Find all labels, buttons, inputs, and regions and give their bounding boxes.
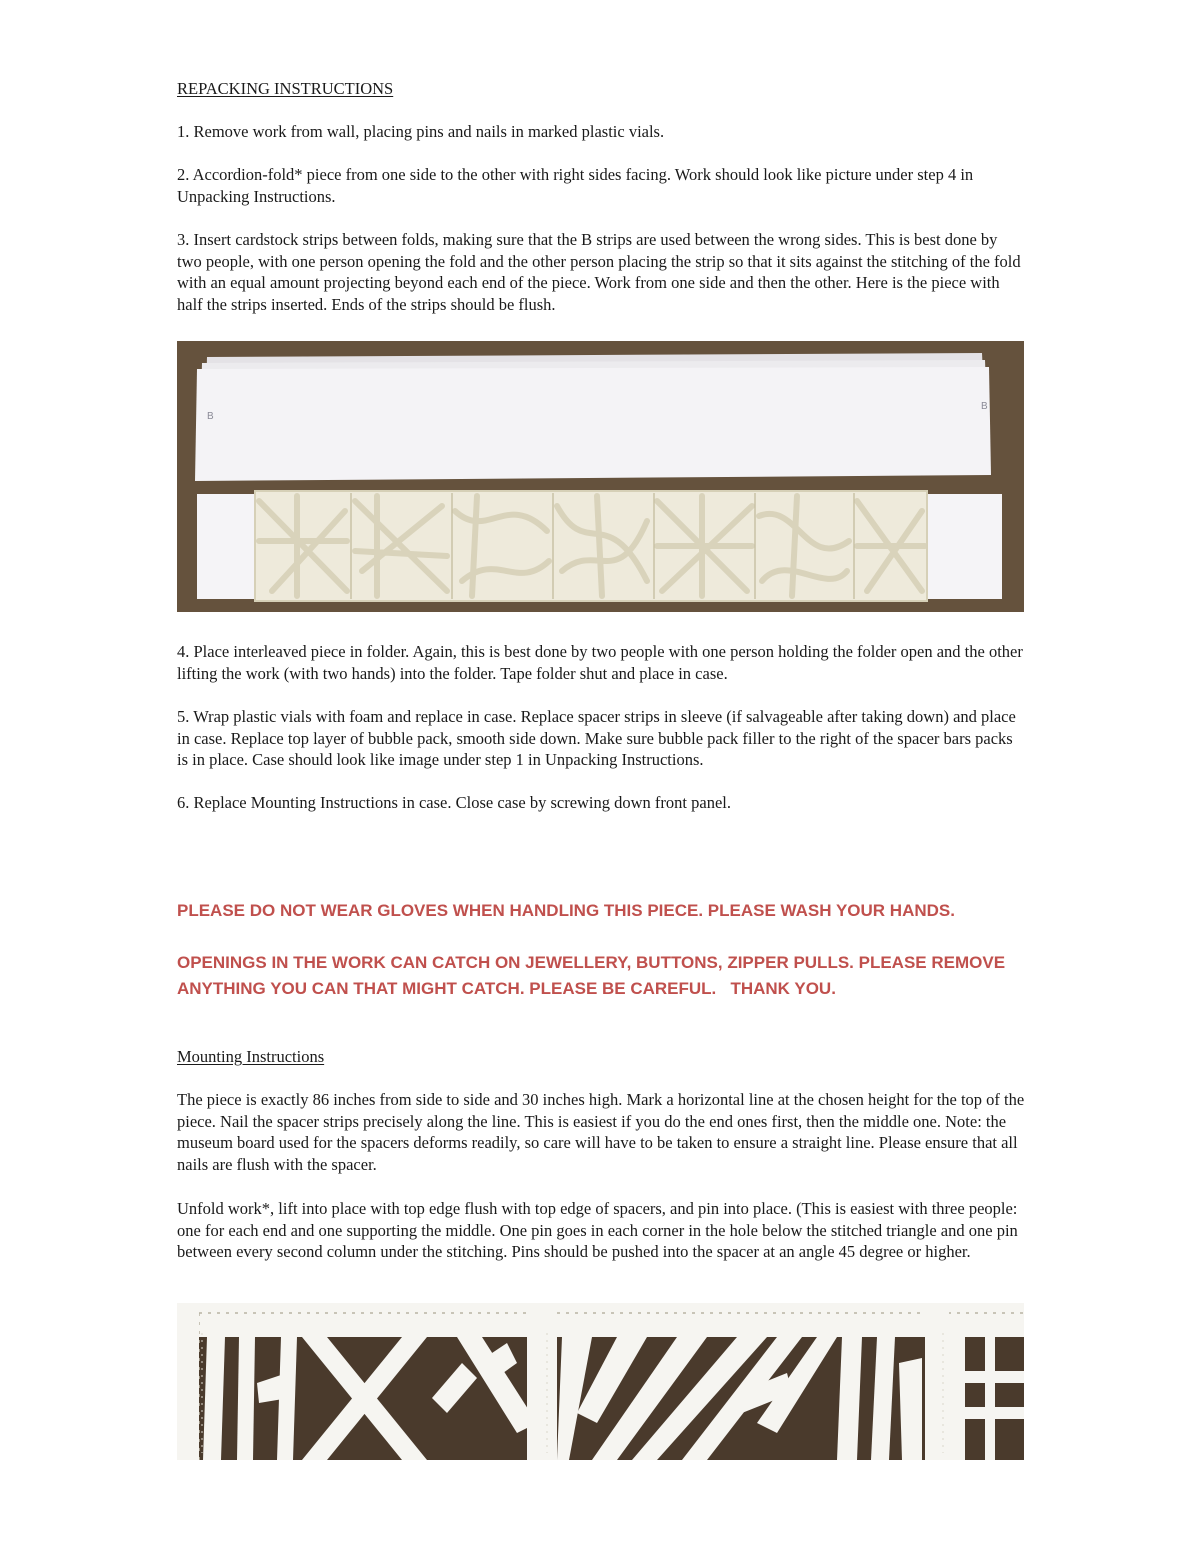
repacking-step-3: 3. Insert cardstock strips between folds, making sure that the B strips are used between the wrong sides. This is best done by two people, with one person opening the fold and the other person placing the strip so that it sits against the stitching of the fold with an equal amount projecting beyond each end of the piece. Work from one side and then the other. Here is the piece with half the strips inserted. Ends of the strips should be flush. <box>177 230 1021 314</box>
repacking-step-5: 5. Wrap plastic vials with foam and replace in case. Replace spacer strips in sleeve (if salvageable after taking down) and place in case. Replace top layer of bubble pack, smooth side down. Make sure bubble pack filler to the right of the spacer bars packs is in place. Case should look like image under step 1 in Unpacking Instructions. <box>177 707 1016 770</box>
catch-warning: OPENINGS IN THE WORK CAN CATCH ON JEWELLERY, BUTTONS, ZIPPER PULLS. PLEASE REMOVE ANYTHING YOU CAN THAT MIGHT CATCH. PLEASE BE CAREFUL. THANK YOU. <box>177 953 1010 998</box>
mounting-title: Mounting Instructions <box>177 1047 325 1066</box>
mounted-work-closeup-photo <box>177 1303 1024 1460</box>
interleaved-piece-image <box>177 341 1024 612</box>
repacking-title: REPACKING INSTRUCTIONS <box>177 79 394 98</box>
repacking-step-1: 1. Remove work from wall, placing pins and nails in marked plastic vials. <box>177 122 665 141</box>
mounting-paragraph-2: Unfold work*, lift into place with top edge flush with top edge of spacers, and pin into place. (This is easiest with three people: one for each end and one supporting the middle. One pin goes in each corner in the hole below the stitched triangle and one pin between every second column under the stitching. Pins should be pushed into the spacer at an angle 45 degree or higher. <box>177 1199 1018 1262</box>
repacking-step-2: 2. Accordion-fold* piece from one side to the other with right sides facing. Work should look like picture under step 4 in Unpacking Instructions. <box>177 165 974 206</box>
interleaved-piece-photo <box>177 341 1024 612</box>
repacking-step-4: 4. Place interleaved piece in folder. Again, this is best done by two people with one person holding the folder open and the other lifting the work (with two hands) into the folder. Tape folder shut and place in case. <box>177 642 1023 683</box>
strip-label-right: B <box>981 401 988 412</box>
repacking-step-6: 6. Replace Mounting Instructions in case. Close case by screwing down front panel. <box>177 793 731 812</box>
gloves-warning: PLEASE DO NOT WEAR GLOVES WHEN HANDLING THIS PIECE. PLEASE WASH YOUR HANDS. <box>177 901 955 920</box>
mounted-work-closeup-image <box>177 1303 1024 1460</box>
mounting-paragraph-1: The piece is exactly 86 inches from side to side and 30 inches high. Mark a horizontal line at the chosen height for the top of the piece. Nail the spacer strips precisely along the line. This is easiest if you do the end ones first, then the middle one. Note: the museum board used for the spacers deforms readily, so care will have to be taken to ensure a straight line. Please ensure that all nails are flush with the spacer. <box>177 1090 1025 1174</box>
strip-label-left: B <box>207 411 214 422</box>
